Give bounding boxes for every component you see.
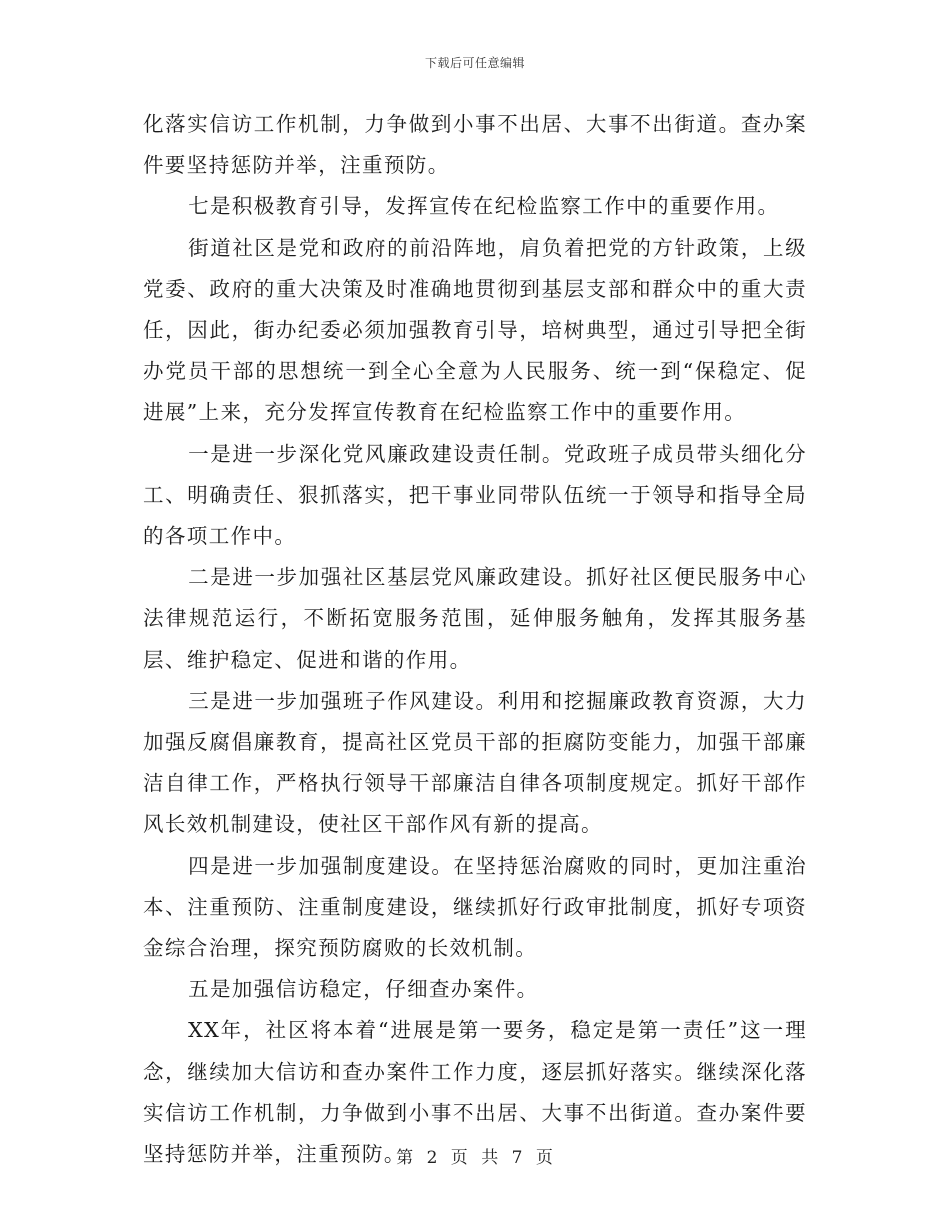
- page-header: 下载后可任意编辑: [424, 56, 525, 70]
- paragraph-1: 化落实信访工作机制，力争做到小事不出居、大事不出街道。查办案件要坚持惩防并举，注重预防。: [143, 112, 807, 178]
- paragraph-7: 四是进一步加强制度建设。在坚持惩治腐败的同时，更加注重治本、注重预防、注重制度建设，继续抓好行政审批制度，抓好专项资金综合治理，探究预防腐败的长效机制。: [143, 853, 807, 961]
- paragraph-6: 三是进一步加强班子作风建设。利用和挖掘廉政教育资源，大力加强反腐倡廉教育，提高社区党员干部的拒腐防变能力，加强干部廉洁自律工作，严格执行领导干部廉洁自律各项制度规定。抓好干部作风长效机制建设，使社区干部作风有新的提高。: [143, 688, 807, 837]
- paragraph-5: 二是进一步加强社区基层党风廉政建设。抓好社区便民服务中心法律规范运行，不断拓宽服务范围，延伸服务触角，发挥其服务基层、维护稳定、促进和谐的作用。: [143, 565, 807, 672]
- paragraph-4: 一是进一步深化党风廉政建设责任制。党政班子成员带头细化分工、明确责任、狠抓落实，把干事业同带队伍统一于领导和指导全局的各项工作中。: [143, 441, 807, 549]
- paragraph-2: 七是积极教育引导，发挥宣传在纪检监察工作中的重要作用。: [188, 194, 780, 219]
- paragraph-3: 街道社区是党和政府的前沿阵地，肩负着把党的方针政策，上级党委、政府的重大决策及时准确地贯彻到基层支部和群众中的重大责任，因此，街办纪委必须加强教育引导，培树典型，通过引导把全街办党员干部的思想统一到全心全意为人民服务、统一到“保稳定、促进展”上来，充分发挥宣传教育在纪检监察工作中的重要作用。: [143, 235, 807, 425]
- document-body: [143, 104, 807, 1175]
- paragraph-8: 五是加强信访稳定，仔细查办案件。: [188, 977, 539, 1002]
- page-number-footer: 第 2 页 共 7 页: [396, 1148, 554, 1168]
- paragraph-9: XX年，社区将本着“进展是第一要务，稳定是第一责任”这一理念，继续加大信访和查办案件工作力度，逐层抓好落实。继续深化落实信访工作机制，力争做到小事不出居、大事不出街道。查办案件要坚持惩防并举，注重预防。: [143, 1018, 807, 1167]
